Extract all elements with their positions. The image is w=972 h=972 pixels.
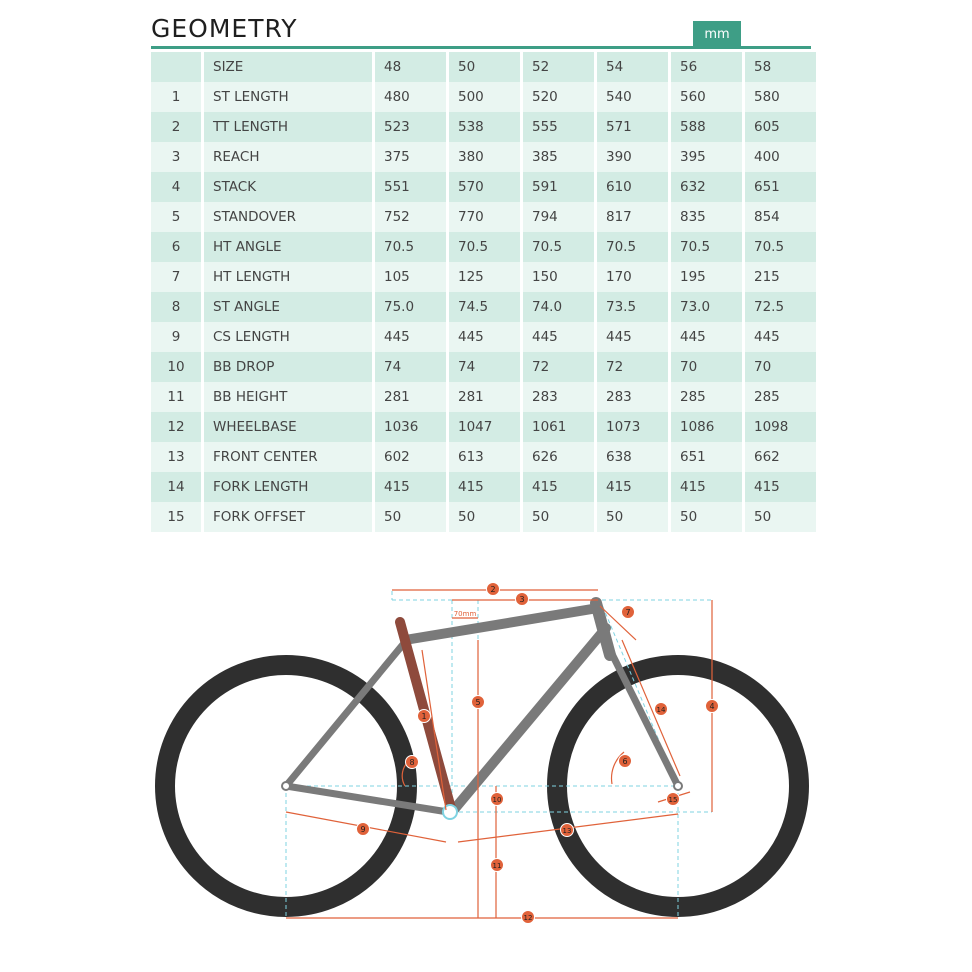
page-title: GEOMETRY: [151, 14, 298, 43]
row-value: 150: [523, 262, 594, 292]
row-measurement-name: FRONT CENTER: [204, 442, 372, 472]
row-value: 551: [375, 172, 446, 202]
svg-text:15: 15: [668, 796, 678, 804]
row-value: 1086: [671, 412, 742, 442]
title-underline: [151, 46, 811, 49]
row-value: 817: [597, 202, 668, 232]
row-value: 415: [449, 472, 520, 502]
row-value: 195: [671, 262, 742, 292]
table-row: [151, 112, 816, 142]
row-value: 281: [375, 382, 446, 412]
row-value: 555: [523, 112, 594, 142]
row-number: 9: [151, 322, 201, 352]
dimension-marker-4: [706, 700, 719, 713]
row-value: 72: [597, 352, 668, 382]
dimension-marker-1: [418, 710, 431, 723]
row-measurement-name: BB HEIGHT: [204, 382, 372, 412]
table-row: [151, 412, 816, 442]
row-value: 415: [523, 472, 594, 502]
row-value: 395: [671, 142, 742, 172]
row-value: 480: [375, 82, 446, 112]
row-value: 752: [375, 202, 446, 232]
row-measurement-name: FORK LENGTH: [204, 472, 372, 502]
table-row: [151, 82, 816, 112]
row-value: 50: [449, 502, 520, 532]
row-value: 1061: [523, 412, 594, 442]
header-size-48: 48: [375, 52, 446, 82]
unit-badge: mm: [693, 21, 741, 48]
dimension-marker-5: [472, 696, 485, 709]
header-size-50: 50: [449, 52, 520, 82]
row-value: 445: [449, 322, 520, 352]
dimension-marker-11: [491, 859, 504, 872]
row-value: 74: [375, 352, 446, 382]
row-value: 125: [449, 262, 520, 292]
row-value: 70.5: [375, 232, 446, 262]
row-value: 580: [745, 82, 816, 112]
row-value: 570: [449, 172, 520, 202]
table-row: [151, 142, 816, 172]
row-value: 794: [523, 202, 594, 232]
table-row: [151, 292, 816, 322]
row-measurement-name: ST LENGTH: [204, 82, 372, 112]
row-number: 13: [151, 442, 201, 472]
dimension-marker-12: [522, 911, 535, 924]
row-value: 602: [375, 442, 446, 472]
svg-text:1: 1: [421, 712, 427, 721]
row-value: 70: [745, 352, 816, 382]
row-value: 75.0: [375, 292, 446, 322]
row-value: 415: [375, 472, 446, 502]
row-value: 390: [597, 142, 668, 172]
header-size-58: 58: [745, 52, 816, 82]
row-value: 380: [449, 142, 520, 172]
header-size-label: SIZE: [204, 52, 372, 82]
svg-text:8: 8: [409, 758, 415, 767]
row-number: 3: [151, 142, 201, 172]
row-measurement-name: ST ANGLE: [204, 292, 372, 322]
svg-text:4: 4: [709, 702, 715, 711]
row-value: 1047: [449, 412, 520, 442]
dimension-marker-6: [619, 755, 632, 768]
row-number: 1: [151, 82, 201, 112]
row-number: 7: [151, 262, 201, 292]
top-tube: [405, 608, 598, 640]
row-value: 1098: [745, 412, 816, 442]
row-value: 415: [745, 472, 816, 502]
row-value: 638: [597, 442, 668, 472]
row-value: 445: [375, 322, 446, 352]
row-value: 74: [449, 352, 520, 382]
table-row: [151, 382, 816, 412]
row-value: 1073: [597, 412, 668, 442]
row-value: 74.0: [523, 292, 594, 322]
row-value: 50: [523, 502, 594, 532]
svg-text:10: 10: [492, 796, 502, 804]
row-value: 523: [375, 112, 446, 142]
row-measurement-name: WHEELBASE: [204, 412, 372, 442]
svg-text:14: 14: [656, 706, 666, 714]
table-row: [151, 202, 816, 232]
row-value: 560: [671, 82, 742, 112]
svg-text:11: 11: [492, 862, 502, 870]
header-index-cell: [151, 52, 201, 82]
row-value: 626: [523, 442, 594, 472]
dimension-marker-7: [622, 606, 635, 619]
row-measurement-name: HT ANGLE: [204, 232, 372, 262]
row-value: 613: [449, 442, 520, 472]
front-axle: [674, 782, 682, 790]
row-number: 14: [151, 472, 201, 502]
bike-geometry-diagram: [0, 560, 972, 972]
header-size-56: 56: [671, 52, 742, 82]
row-value: 588: [671, 112, 742, 142]
row-number: 2: [151, 112, 201, 142]
row-value: 50: [745, 502, 816, 532]
row-number: 11: [151, 382, 201, 412]
row-number: 12: [151, 412, 201, 442]
row-value: 283: [523, 382, 594, 412]
row-measurement-name: TT LENGTH: [204, 112, 372, 142]
table-row: [151, 502, 816, 532]
row-value: 70.5: [597, 232, 668, 262]
row-measurement-name: REACH: [204, 142, 372, 172]
svg-text:2: 2: [490, 585, 496, 594]
table-row: [151, 472, 816, 502]
row-value: 445: [671, 322, 742, 352]
chain-stay: [286, 786, 448, 812]
row-value: 375: [375, 142, 446, 172]
row-value: 70.5: [449, 232, 520, 262]
row-value: 651: [745, 172, 816, 202]
row-value: 50: [671, 502, 742, 532]
row-value: 70.5: [745, 232, 816, 262]
row-measurement-name: STACK: [204, 172, 372, 202]
dimension-marker-13: [561, 824, 574, 837]
row-value: 385: [523, 142, 594, 172]
row-number: 8: [151, 292, 201, 322]
row-measurement-name: STANDOVER: [204, 202, 372, 232]
svg-text:13: 13: [562, 827, 572, 835]
row-value: 610: [597, 172, 668, 202]
row-measurement-name: CS LENGTH: [204, 322, 372, 352]
table-row: [151, 442, 816, 472]
table-row: [151, 352, 816, 382]
row-value: 281: [449, 382, 520, 412]
row-value: 770: [449, 202, 520, 232]
row-value: 1036: [375, 412, 446, 442]
row-value: 70: [671, 352, 742, 382]
row-number: 6: [151, 232, 201, 262]
row-value: 283: [597, 382, 668, 412]
svg-text:6: 6: [622, 757, 628, 766]
geometry-table: [148, 52, 819, 532]
row-value: 285: [671, 382, 742, 412]
row-value: 285: [745, 382, 816, 412]
row-value: 651: [671, 442, 742, 472]
dimension-marker-14: [655, 703, 668, 716]
row-value: 170: [597, 262, 668, 292]
row-value: 500: [449, 82, 520, 112]
svg-text:7: 7: [625, 608, 631, 617]
row-value: 591: [523, 172, 594, 202]
row-number: 4: [151, 172, 201, 202]
row-value: 520: [523, 82, 594, 112]
row-value: 105: [375, 262, 446, 292]
dimension-marker-9: [357, 823, 370, 836]
offset-label: 70mm: [453, 610, 477, 618]
row-value: 73.0: [671, 292, 742, 322]
row-value: 215: [745, 262, 816, 292]
row-measurement-name: HT LENGTH: [204, 262, 372, 292]
row-value: 835: [671, 202, 742, 232]
svg-text:9: 9: [360, 825, 366, 834]
table-row: [151, 322, 816, 352]
header-size-52: 52: [523, 52, 594, 82]
dimension-marker-10: [491, 793, 504, 806]
row-measurement-name: BB DROP: [204, 352, 372, 382]
svg-text:3: 3: [519, 595, 525, 604]
row-value: 854: [745, 202, 816, 232]
dimension-marker-8: [406, 756, 419, 769]
row-value: 72: [523, 352, 594, 382]
row-number: 10: [151, 352, 201, 382]
svg-text:12: 12: [523, 914, 533, 922]
row-value: 445: [597, 322, 668, 352]
dimension-marker-15: [667, 793, 680, 806]
row-value: 50: [597, 502, 668, 532]
row-value: 74.5: [449, 292, 520, 322]
row-value: 73.5: [597, 292, 668, 322]
row-value: 400: [745, 142, 816, 172]
row-value: 415: [671, 472, 742, 502]
row-value: 571: [597, 112, 668, 142]
row-value: 70.5: [671, 232, 742, 262]
row-value: 538: [449, 112, 520, 142]
row-value: 445: [523, 322, 594, 352]
dimension-marker-2: [487, 583, 500, 596]
table-row: [151, 172, 816, 202]
row-value: 70.5: [523, 232, 594, 262]
row-measurement-name: FORK OFFSET: [204, 502, 372, 532]
row-value: 445: [745, 322, 816, 352]
row-value: 50: [375, 502, 446, 532]
row-number: 5: [151, 202, 201, 232]
table-header-row: [151, 52, 816, 82]
header-size-54: 54: [597, 52, 668, 82]
dimension-marker-3: [516, 593, 529, 606]
row-value: 415: [597, 472, 668, 502]
row-value: 632: [671, 172, 742, 202]
row-value: 662: [745, 442, 816, 472]
svg-text:5: 5: [475, 698, 481, 707]
rear-axle: [282, 782, 290, 790]
row-value: 72.5: [745, 292, 816, 322]
table-row: [151, 232, 816, 262]
row-value: 605: [745, 112, 816, 142]
table-row: [151, 262, 816, 292]
row-value: 540: [597, 82, 668, 112]
row-number: 15: [151, 502, 201, 532]
